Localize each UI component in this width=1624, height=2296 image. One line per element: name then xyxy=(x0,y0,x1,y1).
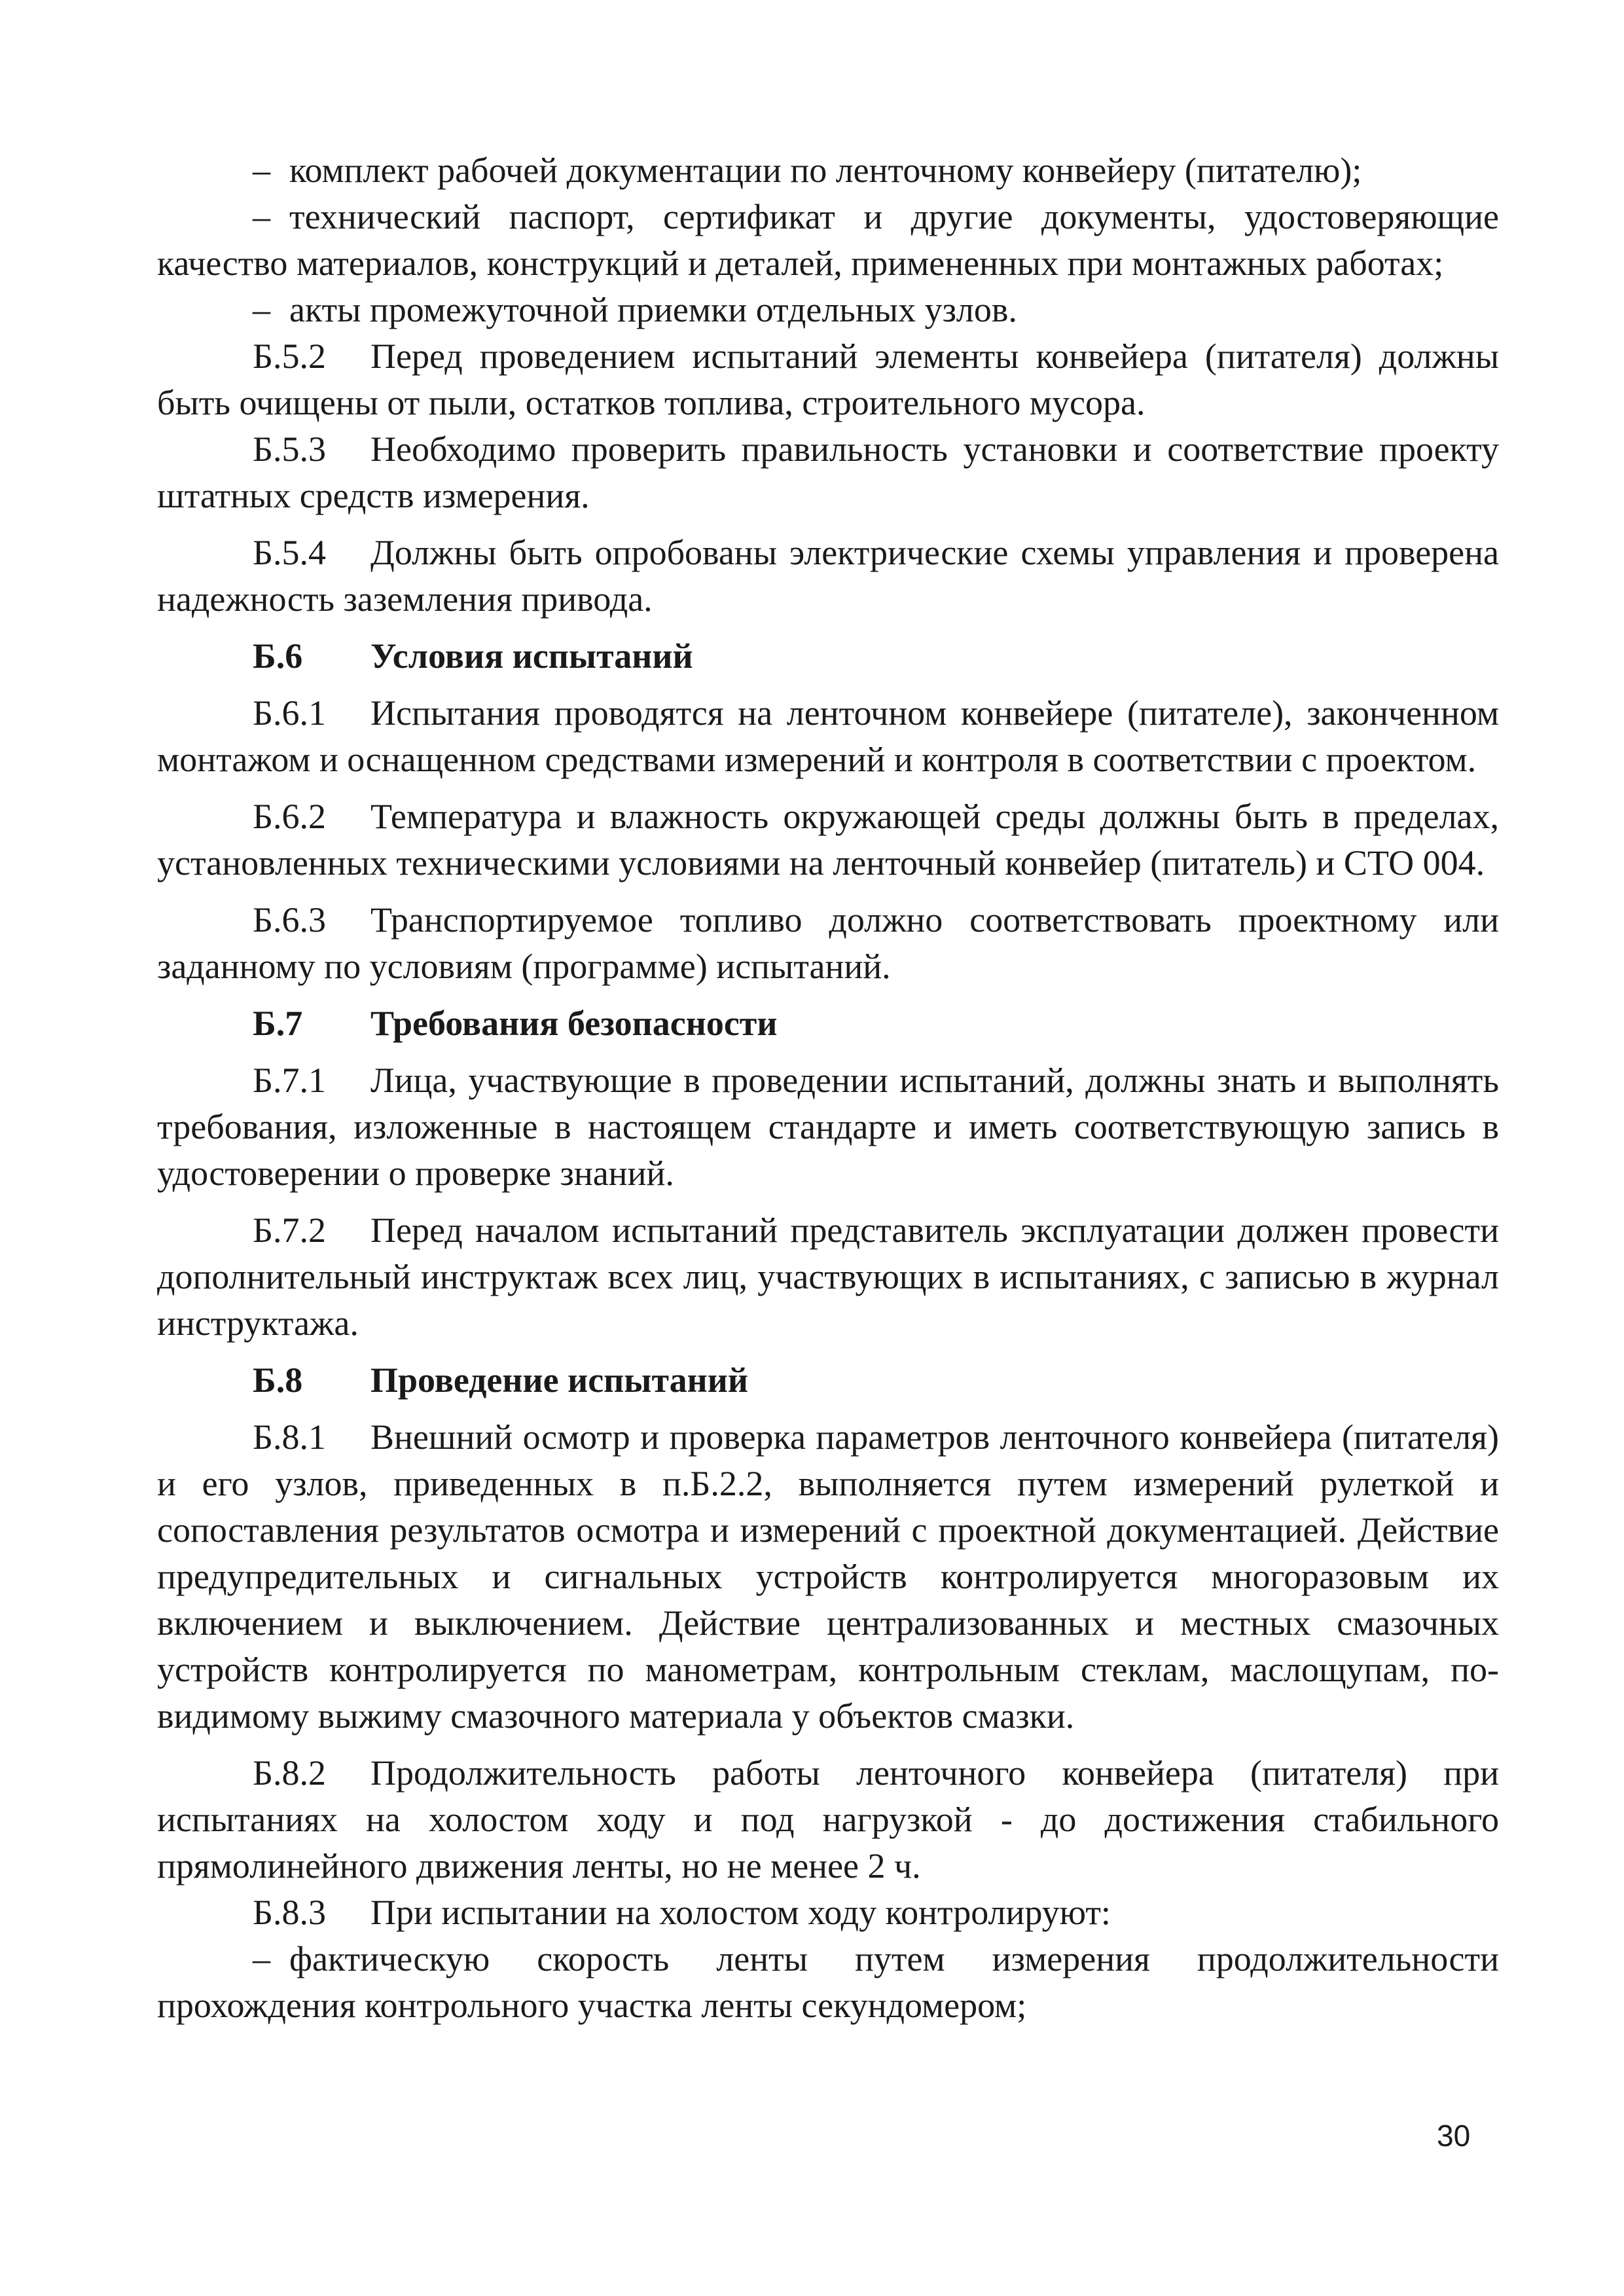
list-item-text: фактическую скорость ленты путем измерения продолжительности прохождения контрольного участка ленты секундомером; xyxy=(157,1939,1499,2025)
section-title: Условия испытаний xyxy=(370,636,693,676)
numbered-paragraph xyxy=(157,1889,1499,1936)
list-item-text: акты промежуточной приемки отдельных узлов. xyxy=(289,290,1017,329)
numbered-paragraph xyxy=(157,426,1499,519)
clause-text: Необходимо проверить правильность установки и соответствие проекту штатных средств измерения. xyxy=(157,429,1499,515)
list-item xyxy=(157,1936,1499,2029)
section-heading xyxy=(157,1357,1499,1404)
clause-text: Лица, участвующие в проведении испытаний, должны знать и выполнять требования, изложенные в настоящем стандарте и иметь соответствующую запись в удостоверении о проверке знаний. xyxy=(157,1061,1499,1193)
dash-bullet: – xyxy=(253,290,270,329)
list-item xyxy=(157,287,1499,333)
clause-number: Б.8.3 xyxy=(253,1893,327,1932)
list-item xyxy=(157,147,1499,194)
list-item xyxy=(157,194,1499,287)
section-title: Требования безопасности xyxy=(370,1004,778,1043)
clause-number: Б.5.2 xyxy=(253,337,327,376)
list-item-text: технический паспорт, сертификат и другие документы, удостоверяющие качество материалов, конструкций и деталей, примененных при монтажных работах; xyxy=(157,197,1499,283)
dash-bullet: – xyxy=(253,197,270,236)
numbered-paragraph xyxy=(157,530,1499,623)
clause-number: Б.8.1 xyxy=(253,1417,327,1457)
numbered-paragraph xyxy=(157,897,1499,990)
clause-number: Б.5.3 xyxy=(253,429,327,469)
page-number: 30 xyxy=(1437,2119,1471,2153)
clause-number: Б.6.2 xyxy=(253,797,327,836)
clause-text: Продолжительность работы ленточного конвейера (питателя) при испытаниях на холостом ходу и под нагрузкой - до достижения стабильного прямолинейного движения ленты, но не менее 2 ч. xyxy=(157,1753,1499,1886)
section-title: Проведение испытаний xyxy=(370,1360,748,1400)
clause-text: Перед началом испытаний представитель эксплуатации должен провести дополнительный инструктаж всех лиц, участвующих в испытаниях, с записью в журнал инструктажа. xyxy=(157,1211,1499,1343)
clause-number: Б.7.2 xyxy=(253,1211,327,1250)
section-number: Б.8 xyxy=(253,1360,303,1400)
clause-number: Б.6.3 xyxy=(253,900,327,939)
section-heading xyxy=(157,1000,1499,1047)
numbered-paragraph xyxy=(157,1207,1499,1347)
clause-text: Температура и влажность окружающей среды должны быть в пределах, установленных техническими условиями на ленточный конвейер (питатель) и СТО 004. xyxy=(157,797,1499,883)
numbered-paragraph xyxy=(157,1057,1499,1197)
clause-text: Должны быть опробованы электрические схемы управления и проверена надежность заземления привода. xyxy=(157,533,1499,619)
document-page xyxy=(157,147,1499,2029)
section-number: Б.7 xyxy=(253,1004,303,1043)
numbered-paragraph xyxy=(157,793,1499,886)
clause-number: Б.6.1 xyxy=(253,693,327,733)
dash-bullet: – xyxy=(253,1939,270,1978)
section-heading xyxy=(157,633,1499,680)
numbered-paragraph xyxy=(157,1750,1499,1889)
clause-text: Внешний осмотр и проверка параметров ленточного конвейера (питателя) и его узлов, приведенных в п.Б.2.2, выполняется путем измерений рулеткой и сопоставления результатов осмотра и измерений с проектной документацией. Действие предупредительных и сигнальных устройств контролируется многоразовым их включением и выключением. Действие централизованных и местных смазочных устройств контролируется по манометрам, контрольным стеклам, маслощупам, по-видимому выжиму смазочного материала у объектов смазки. xyxy=(157,1417,1499,1736)
numbered-paragraph xyxy=(157,690,1499,783)
section-number: Б.6 xyxy=(253,636,303,676)
numbered-paragraph xyxy=(157,1414,1499,1740)
clause-text: При испытании на холостом ходу контролируют: xyxy=(370,1893,1111,1932)
clause-number: Б.5.4 xyxy=(253,533,327,572)
clause-text: Испытания проводятся на ленточном конвейере (питателе), законченном монтажом и оснащенном средствами измерений и контроля в соответствии с проектом. xyxy=(157,693,1499,779)
dash-bullet: – xyxy=(253,151,270,190)
numbered-paragraph xyxy=(157,333,1499,426)
clause-text: Перед проведением испытаний элементы конвейера (питателя) должны быть очищены от пыли, остатков топлива, строительного мусора. xyxy=(157,337,1499,422)
list-item-text: комплект рабочей документации по ленточному конвейеру (питателю); xyxy=(289,151,1362,190)
clause-text: Транспортируемое топливо должно соответствовать проектному или заданному по условиям (программе) испытаний. xyxy=(157,900,1499,986)
clause-number: Б.8.2 xyxy=(253,1753,327,1793)
clause-number: Б.7.1 xyxy=(253,1061,327,1100)
